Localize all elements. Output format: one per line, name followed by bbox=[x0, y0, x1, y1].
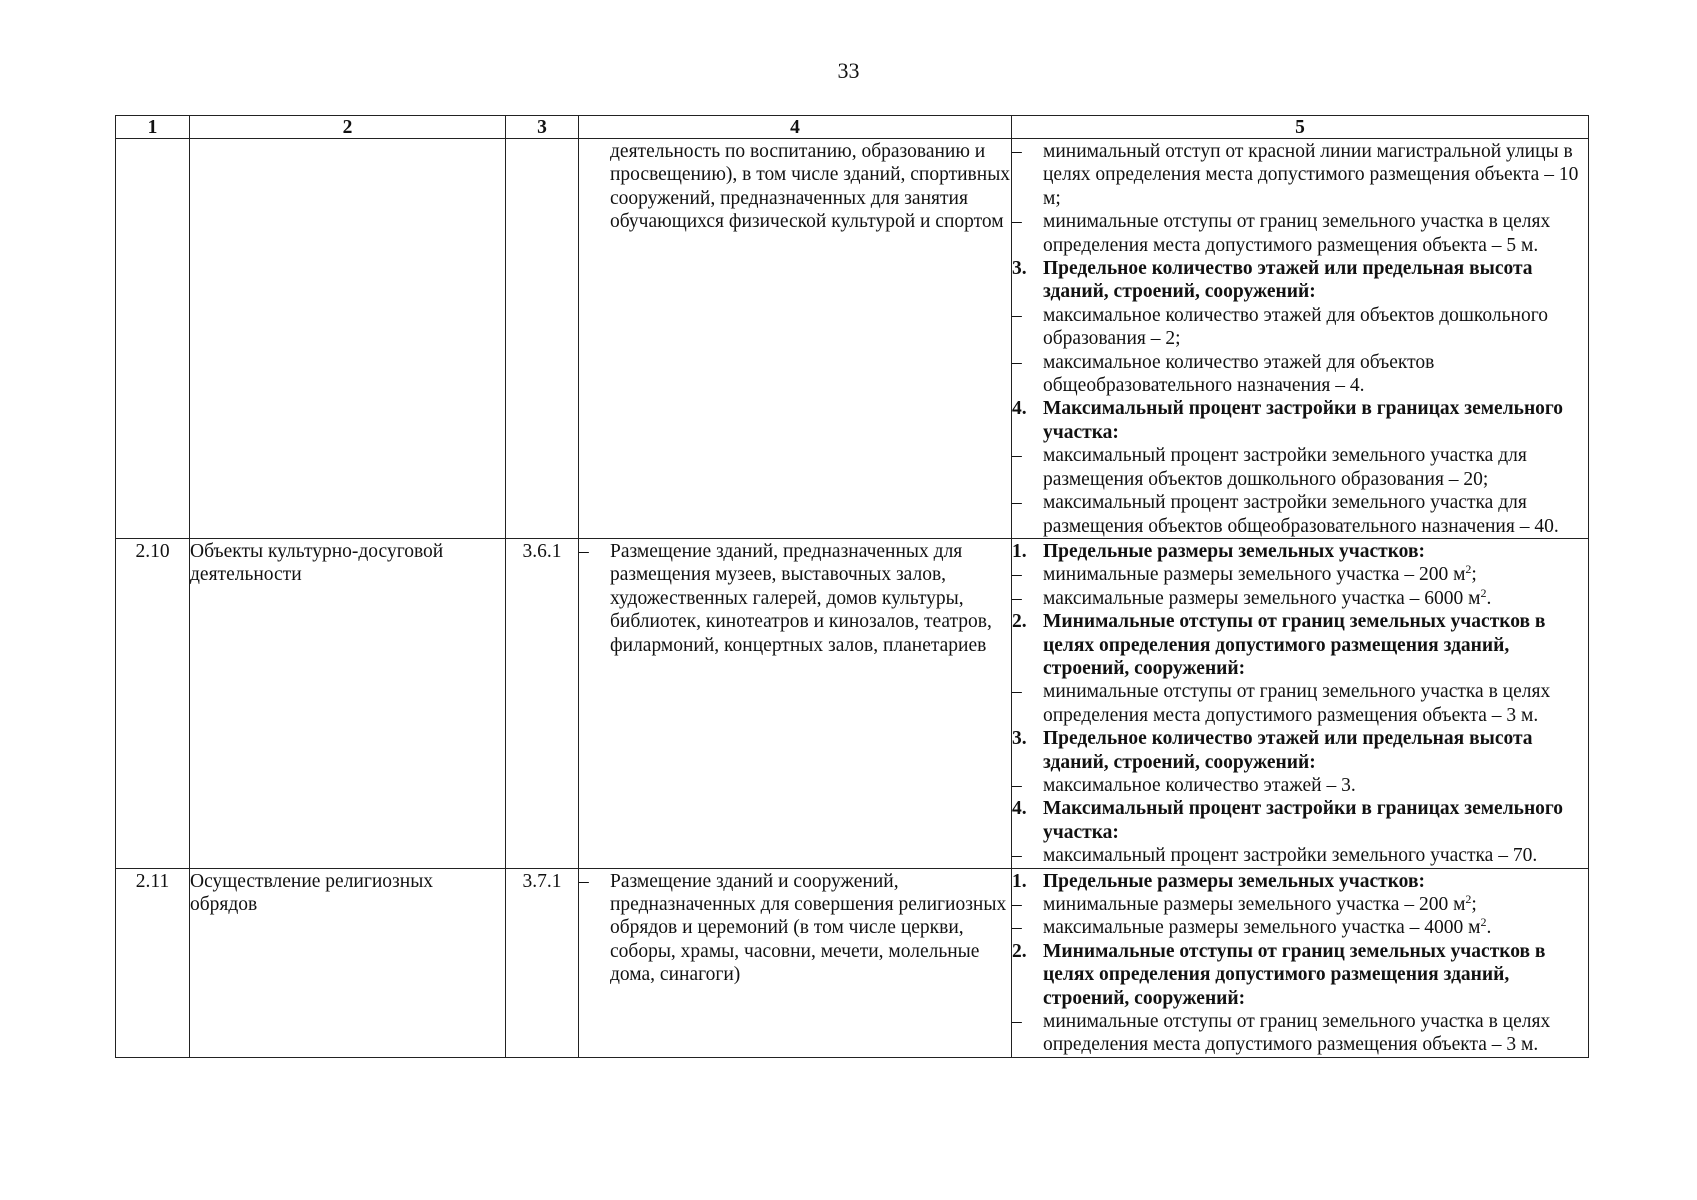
parameter-tail: . bbox=[1486, 587, 1492, 609]
row-number-cell bbox=[116, 139, 190, 539]
table-row bbox=[116, 139, 1589, 539]
list-marker: 3. bbox=[1012, 258, 1027, 280]
use-name: Осуществление религиозных обрядов bbox=[190, 870, 434, 915]
parameter-text: максимальные размеры земельного участка – 6000 м bbox=[1043, 587, 1481, 609]
list-marker: 4. bbox=[1012, 398, 1027, 420]
use-code: 3.7.1 bbox=[522, 870, 562, 892]
parameter-text: Максимальный процент застройки в границах земельного участка: bbox=[1043, 798, 1564, 843]
parameters-cell bbox=[1012, 538, 1589, 868]
row-number-cell bbox=[116, 868, 190, 1057]
parameter-item bbox=[1012, 304, 1588, 351]
parameter-text: Предельное количество этажей или предельная высота зданий, строений, сооружений: bbox=[1043, 258, 1533, 303]
parameter-text: минимальные отступы от границ земельного участка в целях определения места допустимого размещения объекта – 3 м. bbox=[1043, 681, 1551, 726]
parameter-text: Предельное количество этажей или предельная высота зданий, строений, сооружений: bbox=[1043, 728, 1533, 773]
parameter-text-wrap bbox=[1043, 774, 1588, 797]
parameter-heading bbox=[1012, 257, 1588, 304]
header-col-1: 1 bbox=[116, 116, 190, 139]
list-marker: – bbox=[1012, 351, 1022, 373]
use-code-cell bbox=[506, 538, 579, 868]
parameter-text: минимальные размеры земельного участка – 200 м bbox=[1043, 894, 1466, 915]
list-marker: – bbox=[1012, 445, 1022, 467]
parameter-text: Предельные размеры земельных участков: bbox=[1043, 540, 1425, 562]
parameter-item bbox=[1012, 140, 1588, 210]
parameter-text: минимальные отступы от границ земельного участка в целях определения места допустимого размещения объекта – 3 м. bbox=[1043, 1011, 1551, 1056]
parameter-text-wrap bbox=[1043, 1010, 1588, 1057]
list-marker: 3. bbox=[1012, 728, 1027, 750]
use-name: Объекты культурно-досуговой деятельности bbox=[190, 540, 444, 586]
superscript: 2 bbox=[1465, 562, 1472, 577]
parameter-text-wrap bbox=[1043, 680, 1588, 727]
list-marker: 4. bbox=[1012, 798, 1027, 820]
parameter-text-wrap bbox=[1043, 491, 1588, 538]
parameter-heading bbox=[1012, 870, 1588, 893]
superscript: 2 bbox=[1465, 892, 1472, 906]
parameter-tail: ; bbox=[1471, 894, 1477, 915]
regulations-table bbox=[115, 115, 1589, 1058]
list-marker: – bbox=[1012, 894, 1022, 915]
parameter-text: минимальные размеры земельного участка – 200 м bbox=[1043, 564, 1466, 586]
parameter-text: максимальный процент застройки земельного участка для размещения объектов общеобразовательного назначения – 40. bbox=[1043, 492, 1559, 537]
use-name-cell bbox=[190, 868, 506, 1057]
description-text: Размещение зданий, предназначенных для размещения музеев, выставочных залов, художественных галерей, домов культуры, библиотек, кинотеатров и кинозалов, театров, филармоний, концертных залов, планетариев bbox=[610, 540, 992, 656]
parameter-text: минимальные отступы от границ земельного участка в целях определения места допустимого размещения объекта – 5 м. bbox=[1043, 211, 1551, 256]
dash-marker: – bbox=[579, 870, 589, 892]
parameter-text: максимальный процент застройки земельного участка для размещения объектов дошкольного образования – 20; bbox=[1043, 445, 1527, 490]
parameter-text-wrap bbox=[1043, 844, 1588, 867]
list-marker: – bbox=[1012, 211, 1022, 233]
parameter-heading bbox=[1012, 797, 1588, 844]
description-item bbox=[579, 870, 1011, 987]
list-marker: – bbox=[1012, 774, 1022, 796]
parameter-text: Минимальные отступы от границ земельных участков в целях определения допустимого размещения зданий, строений, сооружений: bbox=[1043, 940, 1546, 1009]
parameter-text: максимальные размеры земельного участка – 4000 м bbox=[1043, 917, 1481, 939]
parameters-cell bbox=[1012, 139, 1589, 539]
parameter-text: максимальный процент застройки земельного участка – 70. bbox=[1043, 845, 1538, 867]
description-text: деятельность по воспитанию, образованию и просвещению), в том числе зданий, спортивных сооружений, предназначенных для занятия обучающихся физической культурой и спортом bbox=[610, 141, 1011, 233]
table-header-row bbox=[116, 116, 1589, 139]
list-marker: – bbox=[1012, 917, 1022, 939]
parameter-text-wrap bbox=[1043, 893, 1588, 916]
parameter-item bbox=[1012, 1010, 1588, 1057]
table-row bbox=[116, 538, 1589, 868]
page-number: 33 bbox=[837, 58, 860, 83]
parameter-text-wrap bbox=[1043, 610, 1588, 680]
parameter-item bbox=[1012, 210, 1588, 257]
list-marker: – bbox=[1012, 845, 1022, 867]
header-col-4: 4 bbox=[579, 116, 1012, 139]
header-col-5: 5 bbox=[1012, 116, 1589, 139]
list-marker: 2. bbox=[1012, 940, 1027, 962]
parameter-text-wrap bbox=[1043, 870, 1588, 893]
parameter-item bbox=[1012, 680, 1588, 727]
parameter-item bbox=[1012, 491, 1588, 538]
parameter-heading bbox=[1012, 940, 1588, 1010]
parameter-text-wrap bbox=[1043, 210, 1588, 257]
parameter-heading bbox=[1012, 397, 1588, 444]
use-name-cell bbox=[190, 139, 506, 539]
parameter-tail: . bbox=[1486, 917, 1492, 939]
use-description-cell bbox=[579, 868, 1012, 1057]
parameter-item bbox=[1012, 587, 1588, 610]
parameter-text-wrap bbox=[1043, 444, 1588, 491]
parameter-heading bbox=[1012, 540, 1588, 563]
parameter-text-wrap bbox=[1043, 916, 1588, 939]
parameter-text-wrap bbox=[1043, 940, 1588, 1010]
dash-marker: – bbox=[579, 540, 589, 562]
parameter-text-wrap bbox=[1043, 587, 1588, 610]
parameter-heading bbox=[1012, 727, 1588, 774]
parameter-text: Минимальные отступы от границ земельных участков в целях определения допустимого размещения зданий, строений, сооружений: bbox=[1043, 611, 1546, 679]
description-item bbox=[579, 540, 1011, 657]
parameter-item bbox=[1012, 351, 1588, 398]
parameter-text: Максимальный процент застройки в границах земельного участка: bbox=[1043, 398, 1564, 443]
parameter-text-wrap bbox=[1043, 304, 1588, 351]
list-marker: – bbox=[1012, 492, 1022, 514]
parameter-text: минимальный отступ от красной линии магистральной улицы в целях определения места допустимого размещения объекта – 10 м; bbox=[1043, 141, 1579, 209]
superscript: 2 bbox=[1480, 585, 1487, 600]
parameter-text: максимальное количество этажей – 3. bbox=[1043, 774, 1356, 796]
list-marker: 1. bbox=[1012, 870, 1027, 892]
row-number-cell bbox=[116, 538, 190, 868]
use-code: 3.6.1 bbox=[522, 540, 562, 562]
parameter-text: максимальное количество этажей для объектов дошкольного образования – 2; bbox=[1043, 304, 1548, 350]
parameter-text-wrap bbox=[1043, 540, 1588, 563]
table-row bbox=[116, 868, 1589, 1057]
header-col-3: 3 bbox=[506, 116, 579, 139]
parameter-item bbox=[1012, 844, 1588, 867]
description-text: Размещение зданий и сооружений, предназначенных для совершения религиозных обрядов и церемоний (в том числе церкви, соборы, храмы, часовни, мечети, молельные дома, синагоги) bbox=[610, 870, 1007, 986]
parameter-text-wrap bbox=[1043, 563, 1588, 586]
parameter-text-wrap bbox=[1043, 257, 1588, 304]
parameter-text-wrap bbox=[1043, 797, 1588, 844]
list-marker: 1. bbox=[1012, 540, 1027, 562]
list-marker: 2. bbox=[1012, 611, 1027, 633]
parameter-item bbox=[1012, 893, 1588, 916]
parameter-heading bbox=[1012, 610, 1588, 680]
parameter-text: Предельные размеры земельных участков: bbox=[1043, 870, 1425, 892]
parameter-item bbox=[1012, 444, 1588, 491]
description-item bbox=[579, 140, 1011, 234]
use-code-cell bbox=[506, 139, 579, 539]
header-col-2: 2 bbox=[190, 116, 506, 139]
parameters-cell bbox=[1012, 868, 1589, 1057]
parameter-text: максимальное количество этажей для объектов общеобразовательного назначения – 4. bbox=[1043, 351, 1435, 397]
list-marker: – bbox=[1012, 587, 1022, 609]
parameter-item bbox=[1012, 774, 1588, 797]
list-marker: – bbox=[1012, 304, 1022, 326]
use-description-cell bbox=[579, 139, 1012, 539]
superscript: 2 bbox=[1480, 915, 1487, 930]
parameter-text-wrap bbox=[1043, 727, 1588, 774]
parameter-text-wrap bbox=[1043, 397, 1588, 444]
row-number: 2.10 bbox=[135, 540, 170, 562]
use-description-cell bbox=[579, 538, 1012, 868]
use-code-cell bbox=[506, 868, 579, 1057]
parameter-item bbox=[1012, 563, 1588, 586]
parameter-item bbox=[1012, 916, 1588, 939]
parameter-text-wrap bbox=[1043, 351, 1588, 398]
parameter-tail: ; bbox=[1471, 564, 1477, 586]
list-marker: – bbox=[1012, 1011, 1022, 1033]
list-marker: – bbox=[1012, 681, 1022, 703]
row-number: 2.11 bbox=[135, 870, 170, 892]
list-marker: – bbox=[1012, 564, 1022, 586]
parameter-text-wrap bbox=[1043, 140, 1588, 210]
list-marker: – bbox=[1012, 141, 1022, 162]
table-body bbox=[116, 139, 1589, 1058]
use-name-cell bbox=[190, 538, 506, 868]
